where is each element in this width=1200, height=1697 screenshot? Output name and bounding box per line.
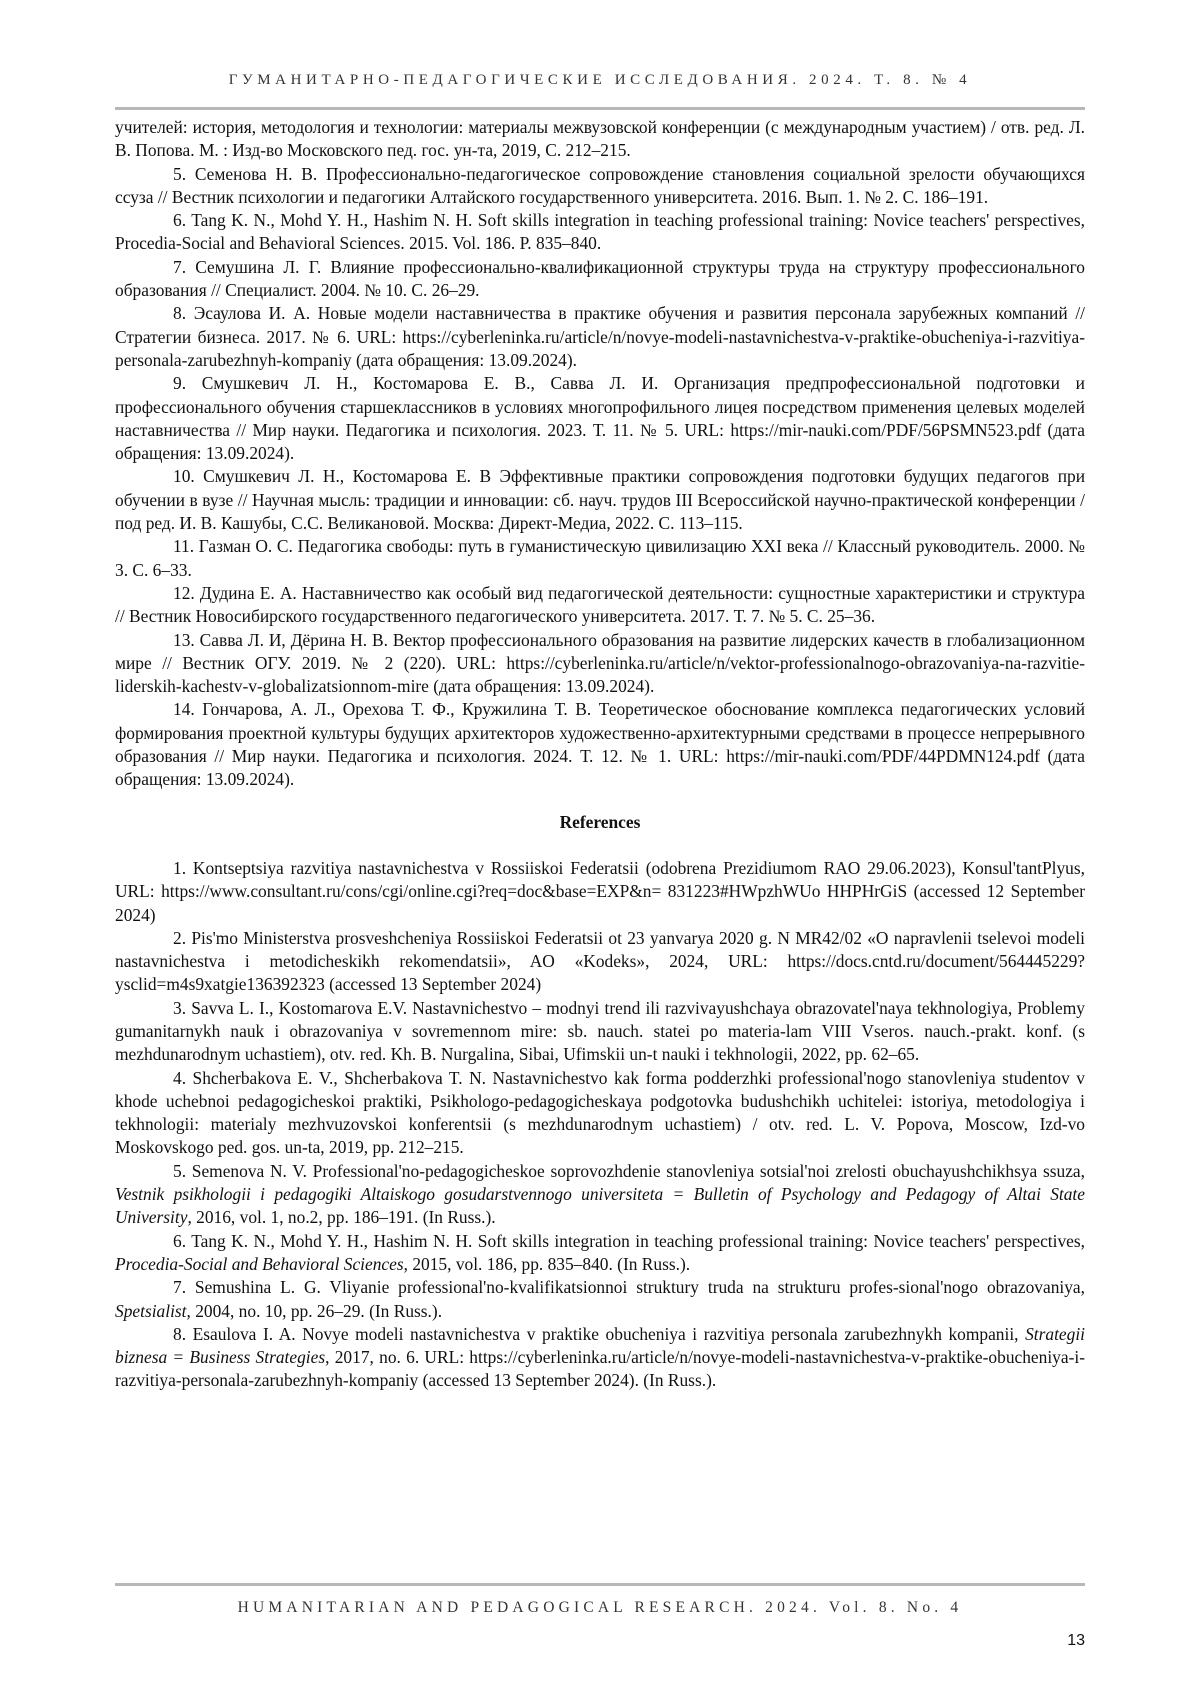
reference-text: 8. Esaulova I. A. Novye modeli nastavnichestva v praktike obucheniya i razvitiya personala zarubezhnykh kompanii, bbox=[173, 1323, 1026, 1344]
journal-title: Procedia-Social and Behavioral Sciences bbox=[115, 1253, 404, 1274]
reference-item: 1. Kontseptsiya razvitiya nastavnichestva v Rossiiskoi Federatsii (odobrena Prezidiumom RAO 29.06.2023), Konsul'tantPlyus, URL: https://www.consultant.ru/cons/cgi/online.cgi?req=doc&base=EXP&n= 831223#HWpzhWUo HHPHrGiS (accessed 12 September 2024) bbox=[115, 857, 1085, 925]
journal-title: Vestnik psikhologii i pedagogiki Altaiskogo gosudarstvennogo universiteta = Bulletin of Psychology and Pedagogy of Altai State University bbox=[115, 1184, 1085, 1228]
journal-title: Strategii biznesa = Business Strategies bbox=[115, 1323, 1085, 1368]
reference-text: 6. Tang K. N., Mohd Y. H., Hashim N. H. Soft skills integration in teaching professional training: Novice teachers' perspectives, bbox=[173, 1230, 1085, 1251]
page-body bbox=[115, 116, 1085, 1393]
header-divider bbox=[115, 107, 1085, 110]
reference-text: , 2015, vol. 186, pp. 835–840. (In Russ.). bbox=[403, 1253, 691, 1274]
reference-text: , 2017, no. 6. URL: https://cyberleninka.ru/article/n/novye-modeli-nastavnichestva-v-praktike-obucheniya-i-razvitiya-personala-zarubezhnyh-kompaniy (accessed 13 September 2024). (In Russ.). bbox=[115, 1347, 1085, 1391]
reference-item: 3. Savva L. I., Kostomarova E.V. Nastavnichestvo – modnyi trend ili razvivayushchaya obrazovatel'naya tekhnologiya, Problemy gumanitarnykh nauk i obrazovaniya v sovremennom mire: sb. nauch. statei po materia-lam VIII Vseros. nauch.-prakt. konf. (s mezhdunarodnym uchastiem), otv. red. Kh. B. Nurgalina, Sibai, Ufimskii un-t nauki i tekhnologii, 2022, pp. 62–65. bbox=[115, 997, 1085, 1065]
literature-item: 9. Смушкевич Л. Н., Костомарова Е. В., Савва Л. И. Организация предпрофессиональной подготовки и профессионального обучения старшеклассников в условиях многопрофильного лицея посредством применения целевых моделей наставничества // Мир науки. Педагогика и психология. 2023. Т. 11. № 5. URL: https://mir-nauki.com/PDF/56PSMN523.pdf (дата обращения: 13.09.2024). bbox=[115, 373, 1085, 464]
reference-text: 7. Semushina L. G. Vliyanie professional'no-kvalifikatsionnoi struktury truda na strukturu profes-sional'nogo obrazovaniya, bbox=[173, 1277, 1085, 1298]
reference-item: 2. Pis'mo Ministerstva prosveshcheniya Rossiiskoi Federatsii ot 23 yanvarya 2020 g. N MR42/02 «O napravlenii tselevoi modeli nastavnichestva i metodicheskikh rekomendatsii», AO «Kodeks», 2024, URL: https://docs.cntd.ru/document/564445229?ysclid=m4s9xatgie136392323 (accessed 13 September 2024) bbox=[115, 927, 1085, 995]
journal-title: Spetsialist bbox=[115, 1300, 187, 1321]
literature-item: 14. Гончарова, А. Л., Орехова Т. Ф., Кружилина Т. В. Теоретическое обоснование комплекса педагогических условий формирования проектной культуры будущих архитекторов художественно-архитектурными средствами в процессе непрерывного образования // Мир науки. Педагогика и психология. 2024. Т. 12. № 1. URL: https://mir-nauki.com/PDF/44PDMN124.pdf (дата обращения: 13.09.2024). bbox=[115, 699, 1085, 790]
reference-text: , 2004, no. 10, pp. 26–29. (In Russ.). bbox=[186, 1300, 443, 1321]
footer-divider bbox=[115, 1583, 1085, 1586]
literature-item: 6. Tang K. N., Mohd Y. H., Hashim N. H. Soft skills integration in teaching professional training: Novice teachers' perspectives, Procedia-Social and Behavioral Sciences. 2015. Vol. 186. P. 835–840. bbox=[115, 210, 1085, 254]
reference-item bbox=[115, 1160, 1085, 1230]
literature-item: 11. Газман О. С. Педагогика свободы: путь в гуманистическую цивилизацию XXI века // Классный руководитель. 2000. № 3. С. 6–33. bbox=[115, 536, 1085, 580]
reference-item bbox=[115, 1276, 1085, 1323]
reference-item bbox=[115, 1323, 1085, 1393]
reference-text: 5. Semenova N. V. Professional'no-pedagogicheskoe soprovozhdenie stanovleniya sotsial'noi zrelosti obuchayushchikhsya ssuza, bbox=[173, 1160, 1085, 1181]
reference-item bbox=[115, 1230, 1085, 1277]
reference-item: 4. Shcherbakova E. V., Shcherbakova T. N. Nastavnichestvo kak forma podderzhki professional'nogo stanovleniya studentov v khode uchebnoi pedagogicheskoi praktiki, Psikhologo-pedagogicheskaya podgotovka budushchikh uchitelei: istoriya, metodologiya i tekhnologii: materialy mezhvuzovskoi konferentsii (s mezhdunarodnym uchastiem) / otv. red. L. V. Popova, Moscow, Izd-vo Moskovskogo ped. gos. un-ta, 2019, pp. 212–215. bbox=[115, 1067, 1085, 1158]
literature-item: 8. Эсаулова И. А. Новые модели наставничества в практике обучения и развития персонала зарубежных компаний // Стратегии бизнеса. 2017. № 6. URL: https://cyberleninka.ru/article/n/novye-modeli-nastavnichestva-v-praktike-obucheniya-i-razvitiya-personala-zarubezhnyh-kompaniy (дата обращения: 13.09.2024). bbox=[115, 303, 1085, 370]
reference-text: , 2016, vol. 1, no.2, pp. 186–191. (In Russ.). bbox=[187, 1207, 496, 1228]
page-number: 13 bbox=[1067, 1632, 1085, 1649]
running-header: ГУМАНИТАРНО-ПЕДАГОГИЧЕСКИЕ ИССЛЕДОВАНИЯ. 2024. Т. 8. № 4 bbox=[228, 72, 972, 88]
literature-item: 7. Семушина Л. Г. Влияние профессионально-квалификационной структуры труда на структуру профессионального образования // Специалист. 2004. № 10. С. 26–29. bbox=[115, 256, 1085, 301]
literature-item: 10. Смушкевич Л. Н., Костомарова Е. В Эффективные практики сопровождения подготовки будущих педагогов при обучении в вузе // Научная мысль: традиции и инновации: сб. науч. трудов III Всероссийской научно-практической конференции /под ред. И. В. Кашубы, С.С. Великановой. Москва: Директ-Медиа, 2022. С. 113–115. bbox=[115, 466, 1085, 534]
literature-item: 13. Савва Л. И, Дёрина Н. В. Вектор профессионального образования на развитие лидерских качеств в глобализационном мире // Вестник ОГУ. 2019. № 2 (220). URL: https://cyberleninka.ru/article/n/vektor-professionalnogo-obrazovaniya-na-razvitie-liderskih-kachestv-v-globalizatsionnom-mire (дата обращения: 13.09.2024). bbox=[115, 629, 1085, 697]
reference-continuation: учителей: история, методология и технологии: материалы межвузовской конференции (с международным участием) / отв. ред. Л. В. Попова. М. : Изд-во Московского пед. гос. ун-та, 2019, С. 212–215. bbox=[115, 117, 1085, 161]
references-heading: References bbox=[559, 811, 641, 832]
literature-item: 5. Семенова Н. В. Профессионально-педагогическое сопровождение становления социальной зрелости обучающихся ссуза // Вестник психологии и педагогики Алтайского государственного университета. 2016. Вып. 1. № 2. С. 186–191. bbox=[115, 163, 1085, 207]
literature-item: 12. Дудина Е. А. Наставничество как особый вид педагогической деятельности: сущностные характеристики и структура // Вестник Новосибирского государственного педагогического университета. 2017. Т. 7. № 5. С. 25–36. bbox=[115, 582, 1085, 627]
running-footer: HUMANITARIAN AND PEDAGOGICAL RESEARCH. 2024. Vol. 8. No. 4 bbox=[237, 1599, 963, 1616]
